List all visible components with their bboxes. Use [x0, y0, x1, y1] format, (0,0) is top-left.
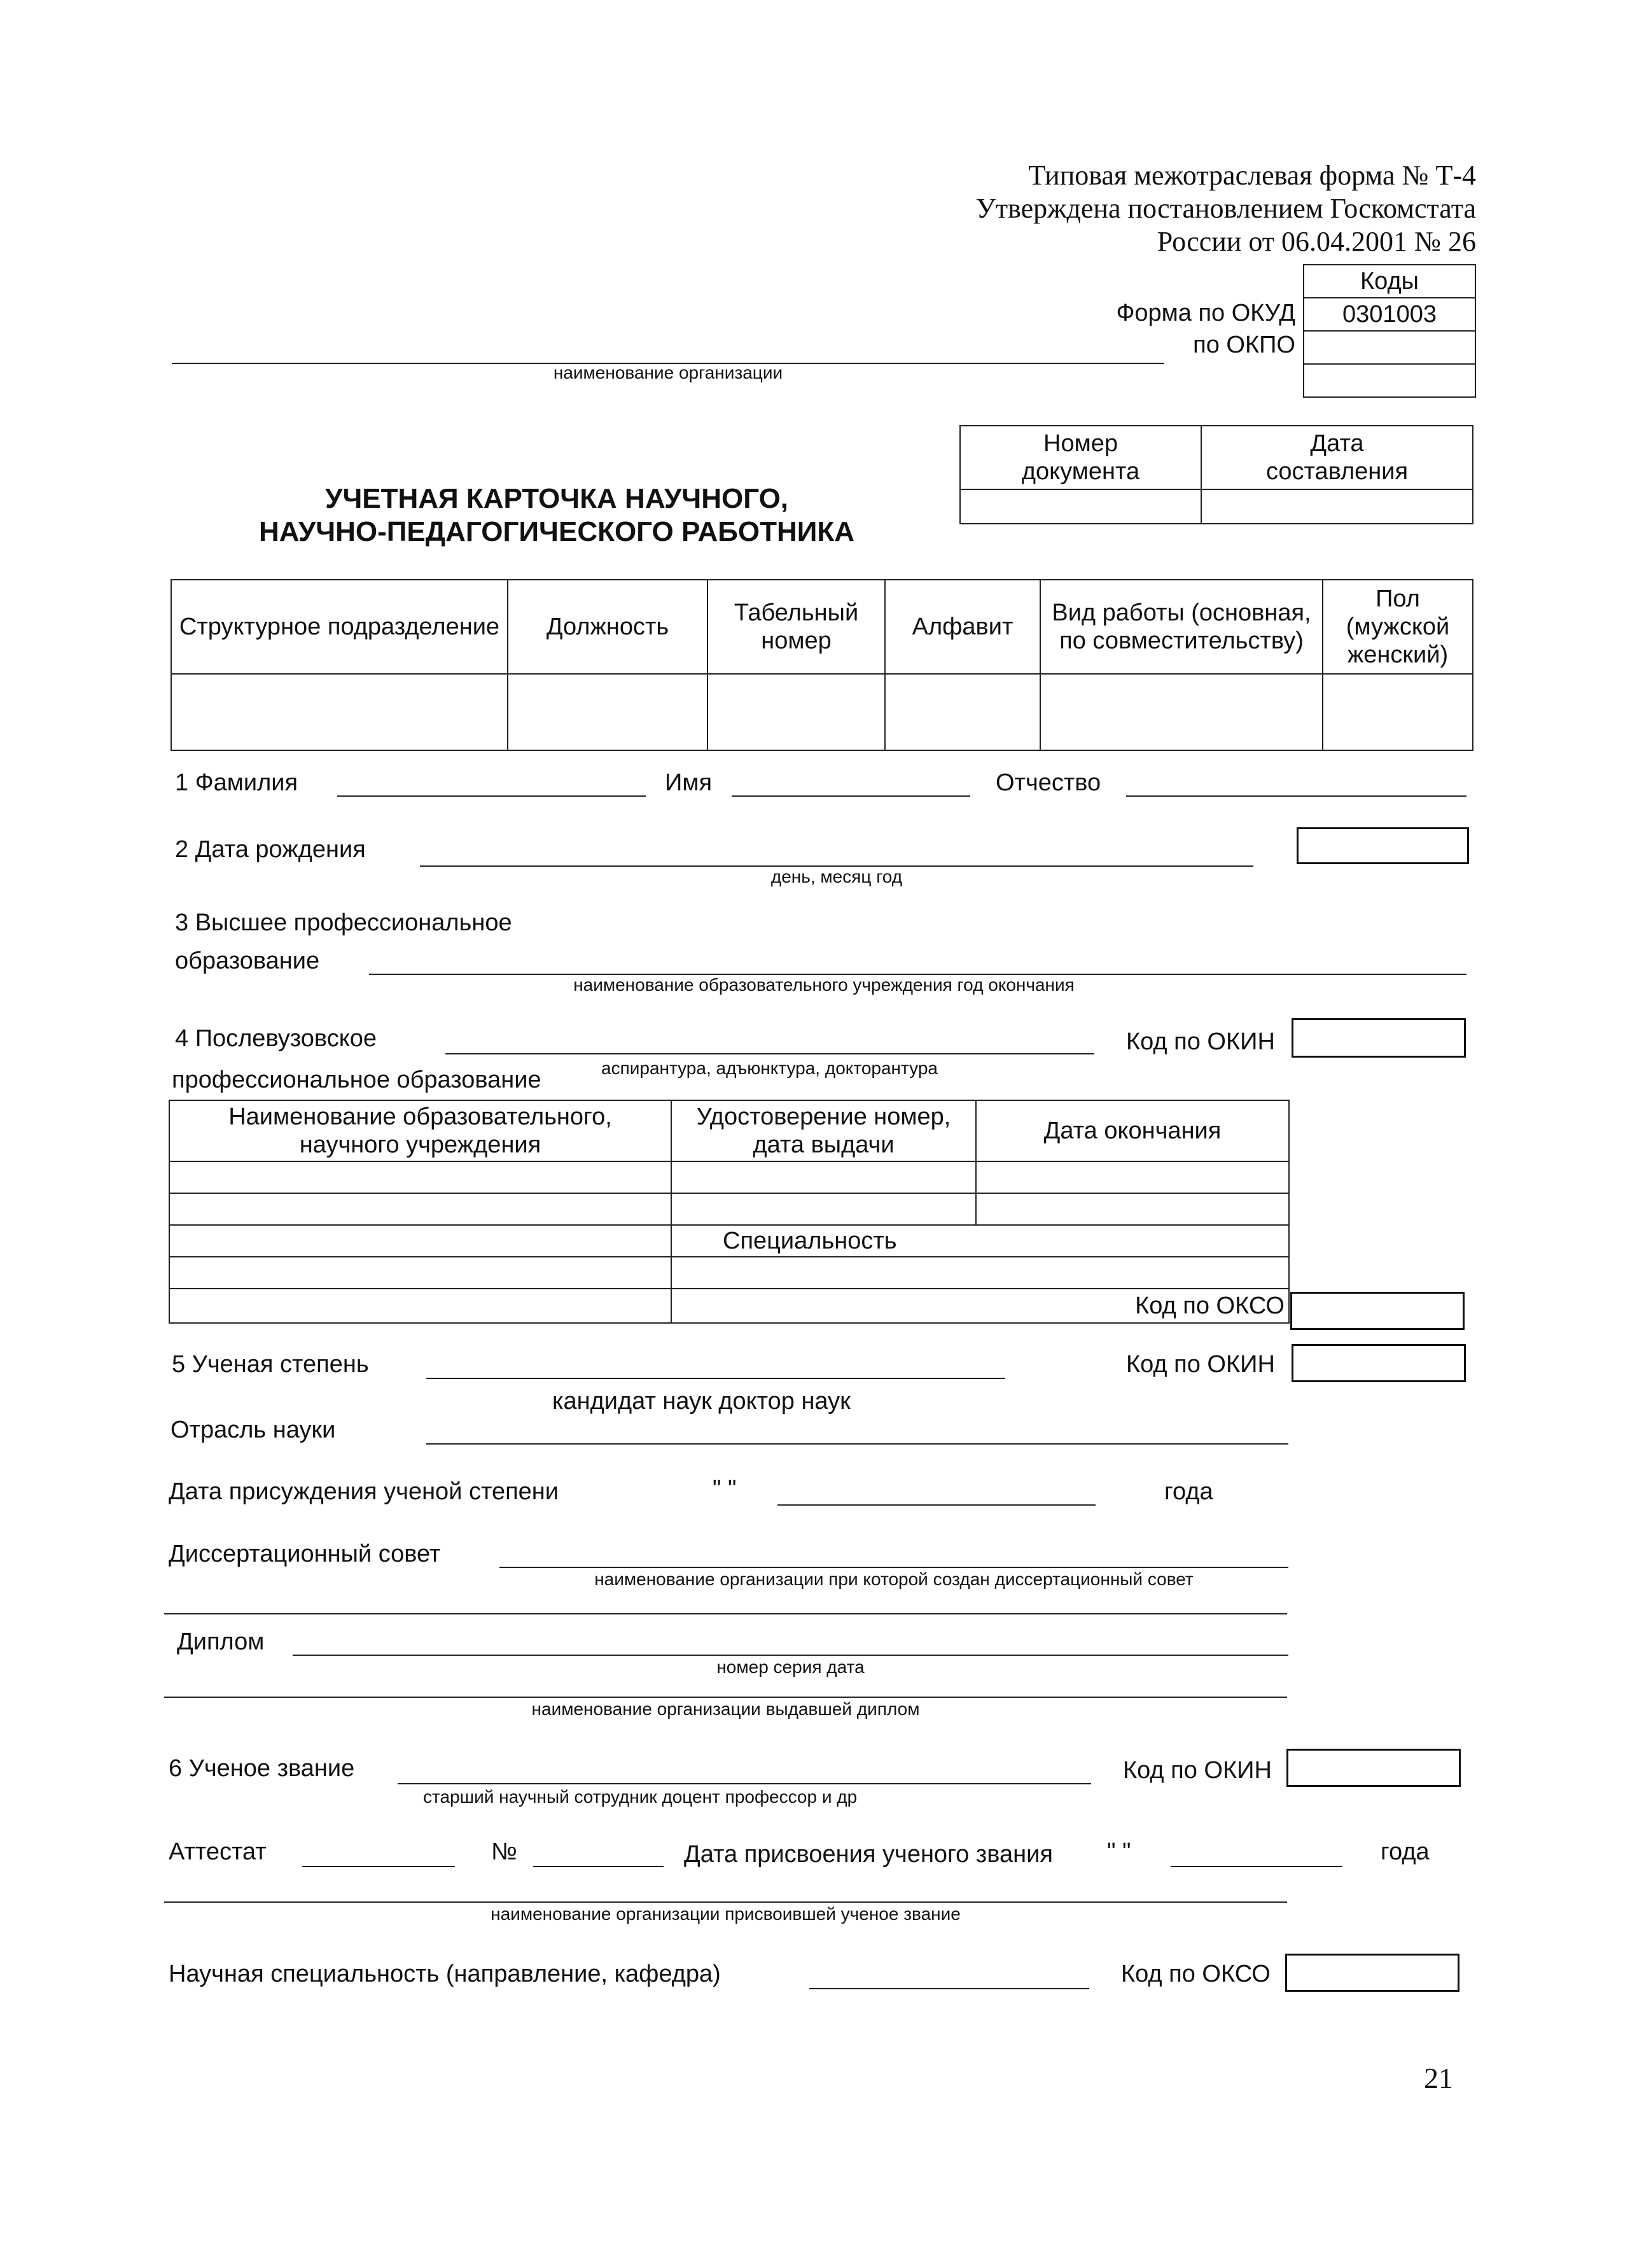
- degree-okin-label: Код по ОКИН: [1126, 1351, 1275, 1378]
- diploma-label: Диплом: [177, 1628, 265, 1655]
- attestat-label: Аттестат: [169, 1838, 267, 1865]
- graduation-date-cell-2[interactable]: [976, 1193, 1289, 1225]
- document-date-label-2: составления: [1265, 458, 1409, 485]
- birth-date-label: 2 Дата рождения: [175, 836, 366, 863]
- document-date-header: [1201, 426, 1473, 489]
- gender-header: Пол (мужской женский): [1323, 580, 1473, 674]
- okud-label: Форма по ОКУД: [1116, 300, 1295, 326]
- patronymic-field[interactable]: [1126, 795, 1466, 797]
- institution-header-2: научного учреждения: [299, 1131, 541, 1158]
- institution-header-1: Наименование образовательного,: [228, 1103, 612, 1130]
- birth-date-code-box[interactable]: [1297, 827, 1469, 864]
- document-number-label-2: документа: [1021, 458, 1140, 485]
- page-title: [235, 482, 878, 549]
- alphabet-cell[interactable]: [885, 674, 1040, 750]
- certificate-header-1: Удостоверение номер,: [696, 1103, 951, 1130]
- postgraduate-label-1: 4 Послевузовское: [175, 1025, 377, 1052]
- surname-label: 1 Фамилия: [175, 769, 298, 796]
- degree-field[interactable]: [426, 1378, 1005, 1379]
- science-branch-field[interactable]: [426, 1443, 1288, 1445]
- higher-education-caption: наименование образовательного учреждения год окончания: [573, 975, 1075, 995]
- title-rank-caption: старший научный сотрудник доцент профессор и др: [423, 1787, 858, 1807]
- degree-date-label: Дата присуждения ученой степени: [169, 1478, 559, 1505]
- higher-education-label-2: образование: [175, 948, 320, 974]
- title-line1: УЧЕТНАЯ КАРТОЧКА НАУЧНОГО,: [324, 483, 789, 514]
- postgraduate-okso-box[interactable]: [1290, 1292, 1465, 1330]
- specialty-label: Специальность: [671, 1225, 1289, 1257]
- structural-unit-cell[interactable]: [171, 674, 508, 750]
- form-header-line2: Утверждена постановлением Госкомстата: [975, 193, 1476, 224]
- title-date-label: Дата присвоения ученого звания: [684, 1841, 1053, 1868]
- position-header: Должность: [508, 580, 707, 674]
- diploma-caption: номер серия дата: [716, 1657, 865, 1677]
- certificate-cell-1[interactable]: [671, 1161, 976, 1193]
- postgraduate-okso-label: Код по ОКСО: [671, 1289, 1289, 1323]
- document-date-label-1: Дата: [1310, 430, 1364, 457]
- document-table: [959, 425, 1473, 524]
- specialty-cell-1[interactable]: [169, 1257, 671, 1289]
- form-header-line3: России от 06.04.2001 № 26: [1157, 226, 1476, 257]
- document-number-header: [960, 426, 1201, 489]
- postgraduate-label-2: профессиональное образование: [172, 1067, 541, 1093]
- attestat-field[interactable]: [302, 1866, 455, 1867]
- work-type-header: Вид работы (основная, по совместительству): [1040, 580, 1323, 674]
- certificate-header: [671, 1100, 976, 1161]
- diploma-field[interactable]: [293, 1655, 1288, 1656]
- title-date-field[interactable]: [1171, 1866, 1342, 1867]
- certificate-header-2: дата выдачи: [753, 1131, 895, 1158]
- scientific-specialty-okso-label: Код по ОКСО: [1121, 1961, 1271, 1987]
- birth-date-caption: день, месяц год: [770, 867, 903, 886]
- diploma-org-caption: наименование организации выдавшей диплом: [531, 1699, 920, 1719]
- title-rank-label: 6 Ученое звание: [169, 1755, 355, 1782]
- organization-caption: наименование организации: [553, 363, 783, 382]
- scientific-specialty-okso-box[interactable]: [1285, 1954, 1459, 1992]
- codes-title: Коды: [1304, 265, 1475, 298]
- institution-cell-1[interactable]: [169, 1161, 671, 1193]
- degree-okin-box[interactable]: [1292, 1344, 1466, 1382]
- postgraduate-okin-label: Код по ОКИН: [1126, 1028, 1275, 1055]
- scientific-specialty-label: Научная специальность (направление, кафедра): [169, 1961, 721, 1987]
- higher-education-label-1: 3 Высшее профессиональное: [175, 909, 512, 936]
- main-table: [171, 579, 1473, 751]
- degree-date-field[interactable]: [777, 1504, 1096, 1506]
- degree-date-year: года: [1164, 1478, 1213, 1505]
- codes-table: [1303, 264, 1476, 398]
- attestat-number-sign: №: [491, 1838, 517, 1865]
- title-org-field[interactable]: [164, 1901, 1287, 1903]
- okud-value[interactable]: 0301003: [1304, 298, 1475, 331]
- title-date-quotes: " ": [1107, 1838, 1131, 1865]
- document-date-cell[interactable]: [1201, 489, 1473, 524]
- personnel-number-header: Табельный номер: [707, 580, 885, 674]
- graduation-date-header: Дата окончания: [976, 1100, 1289, 1161]
- specialty-label-left-cell: [169, 1225, 671, 1257]
- institution-cell-2[interactable]: [169, 1193, 671, 1225]
- graduation-date-cell-1[interactable]: [976, 1161, 1289, 1193]
- structural-unit-header: Структурное подразделение: [171, 580, 508, 674]
- alphabet-header: Алфавит: [885, 580, 1040, 674]
- form-header-line1: Типовая межотраслевая форма № Т-4: [1028, 160, 1476, 191]
- form-header: [976, 159, 1476, 258]
- scientific-specialty-field[interactable]: [809, 1988, 1089, 1989]
- work-type-cell[interactable]: [1040, 674, 1323, 750]
- title-line2: НАУЧНО-ПЕДАГОГИЧЕСКОГО РАБОТНИКА: [258, 516, 854, 547]
- degree-date-quotes: " ": [713, 1476, 737, 1502]
- gender-cell[interactable]: [1323, 674, 1473, 750]
- postgraduate-field[interactable]: [445, 1053, 1094, 1054]
- okpo-label: по ОКПО: [1193, 332, 1295, 358]
- council-field[interactable]: [499, 1567, 1288, 1568]
- title-rank-okin-label: Код по ОКИН: [1123, 1757, 1272, 1784]
- document-number-label-1: Номер: [1043, 430, 1118, 457]
- name-field[interactable]: [732, 795, 970, 797]
- position-cell[interactable]: [508, 674, 707, 750]
- page-number: 21: [1424, 2062, 1453, 2094]
- surname-field[interactable]: [337, 795, 646, 797]
- postgraduate-okin-box[interactable]: [1292, 1018, 1466, 1058]
- title-date-year: года: [1381, 1838, 1430, 1865]
- attestat-number-field[interactable]: [533, 1866, 664, 1867]
- codes-extra-cell[interactable]: [1304, 364, 1475, 397]
- degree-label: 5 Ученая степень: [172, 1351, 369, 1378]
- title-rank-okin-box[interactable]: [1286, 1749, 1461, 1787]
- name-label: Имя: [665, 769, 713, 796]
- council-label: Диссертационный совет: [169, 1541, 441, 1567]
- patronymic-label: Отчество: [996, 769, 1101, 796]
- diploma-org-field[interactable]: [164, 1697, 1287, 1698]
- postgraduate-caption: аспирантура, адъюнктура, докторантура: [601, 1058, 938, 1078]
- document-number-cell[interactable]: [960, 489, 1201, 524]
- degree-caption: кандидат наук доктор наук: [552, 1388, 851, 1415]
- okpo-value[interactable]: [1304, 331, 1475, 364]
- title-rank-field[interactable]: [398, 1783, 1091, 1784]
- title-org-caption: наименование организации присвоившей ученое звание: [491, 1904, 961, 1924]
- okso-left-cell: [169, 1289, 671, 1323]
- science-branch-label: Отрасль науки: [171, 1417, 336, 1443]
- specialty-cell-2[interactable]: [671, 1257, 1289, 1289]
- certificate-cell-2[interactable]: [671, 1193, 976, 1225]
- institution-header: [169, 1100, 671, 1161]
- personnel-number-cell[interactable]: [707, 674, 885, 750]
- council-extra-line[interactable]: [164, 1613, 1287, 1614]
- postgraduate-table: [169, 1100, 1290, 1324]
- council-caption: наименование организации при которой создан диссертационный совет: [594, 1569, 1194, 1589]
